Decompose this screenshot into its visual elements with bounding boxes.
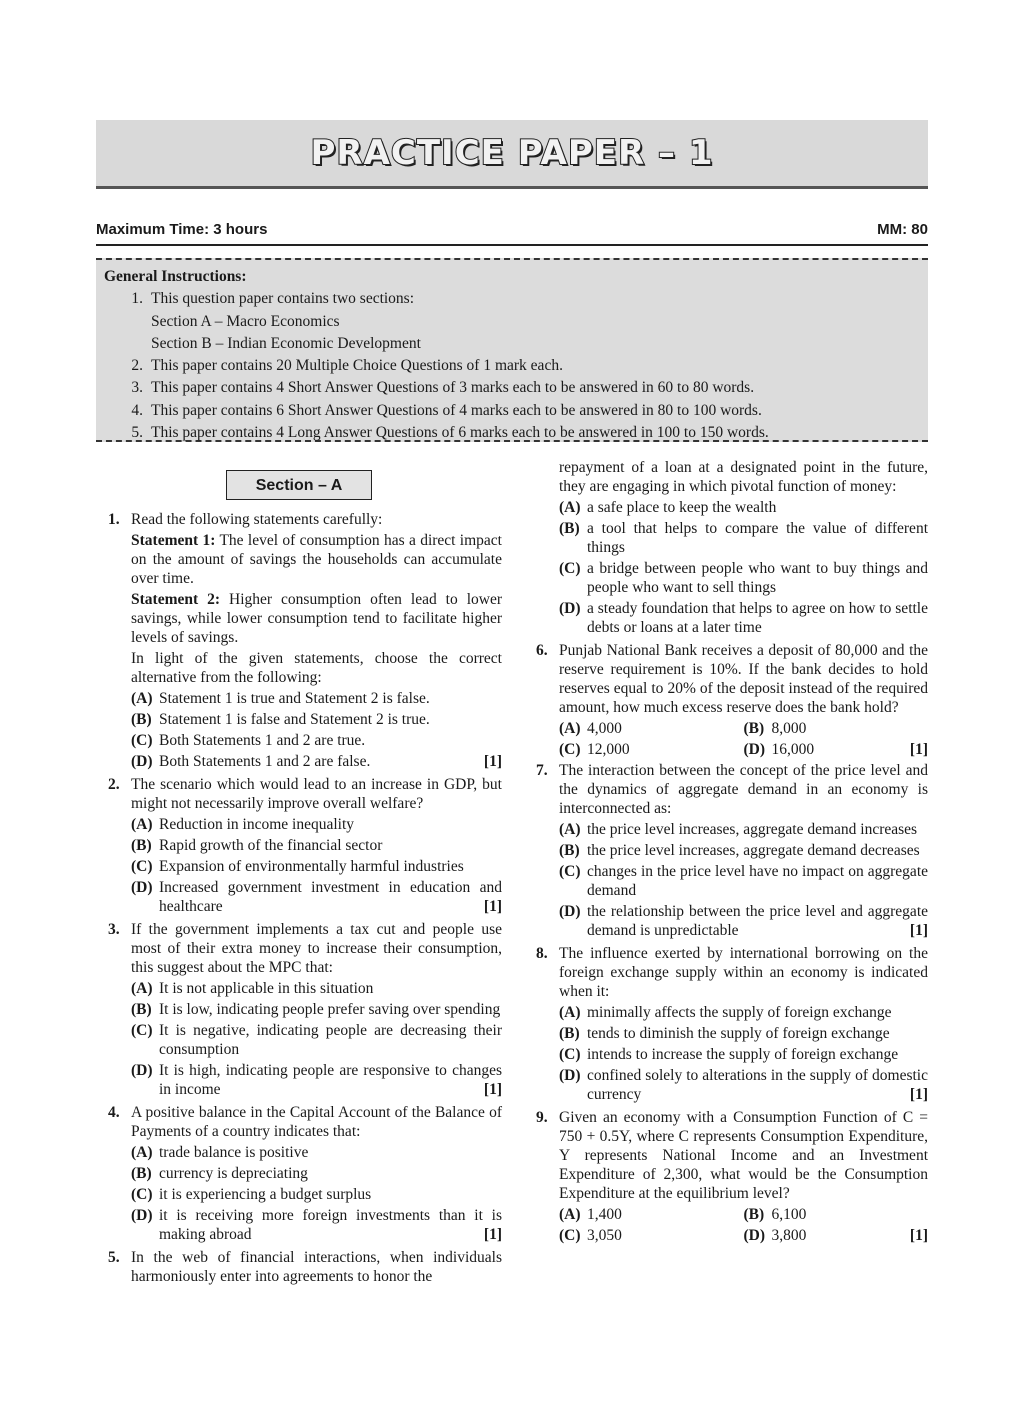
instruction-number: 1.: [131, 290, 143, 308]
instruction-number: 3.: [131, 379, 143, 397]
section-heading: Section – A: [226, 470, 372, 500]
option-letter: (B): [559, 520, 580, 537]
option-letter: (C): [131, 1186, 153, 1203]
question-9: [536, 1108, 928, 1245]
question-7: [536, 761, 928, 942]
question-text: repayment of a loan at a designated point in the future, they are engaging in which pivotal function of money:: [559, 459, 928, 495]
question-number: 3.: [108, 921, 120, 938]
question-8: [536, 944, 928, 1106]
question-text: The scenario which would lead to an increase in GDP, but might not necessarily improve overall welfare?: [131, 776, 502, 812]
option-d: [559, 902, 928, 940]
option-letter: (A): [559, 821, 581, 838]
option-letter: (C): [131, 858, 153, 875]
marks-label: [1]: [909, 741, 928, 758]
option-b: [744, 719, 929, 738]
option-d: [131, 1061, 502, 1099]
option-text: it is experiencing a budget surplus: [159, 1186, 372, 1203]
option-text: 3,050: [587, 1227, 622, 1244]
option-text: it is receiving more foreign investments than it is making abroad: [159, 1207, 502, 1243]
instruction-item: [104, 355, 920, 377]
option-letter: (A): [131, 816, 153, 833]
option-letter: (D): [131, 1207, 153, 1224]
option-text: Expansion of environmentally harmful industries: [159, 858, 464, 875]
option-text: It is low, indicating people prefer saving over spending: [159, 1001, 501, 1018]
instruction-item: [104, 377, 920, 399]
option-a: [131, 979, 502, 998]
option-a: [559, 820, 928, 839]
option-text: Statement 1 is false and Statement 2 is true.: [159, 711, 430, 728]
page-title: PRACTICE PAPER – 1: [310, 133, 714, 173]
question-text: Punjab National Bank receives a deposit of 80,000 and the reserve requirement is 10%. If the bank decides to hold reserves equal to 20% of the deposit instead of the required amount, how much excess reserve does the bank hold?: [559, 642, 928, 716]
marks-label: [1]: [483, 898, 502, 915]
option-letter: (A): [559, 1004, 581, 1021]
instruction-item: [104, 400, 920, 422]
question-text: If the government implements a tax cut and people use most of their extra money to increase their consumption, this suggest about the MPC that:: [131, 921, 502, 976]
option-letter: (B): [131, 837, 152, 854]
title-banner: [96, 120, 928, 189]
option-text: 6,100: [771, 1206, 807, 1223]
option-letter: (D): [131, 1062, 153, 1079]
instruction-text: This paper contains 4 Long Answer Questions of 6 marks each to be answered in 100 to 150 words.: [151, 424, 769, 442]
option-text: 3,800: [771, 1227, 807, 1244]
option-letter: (A): [131, 980, 153, 997]
instruction-subitem: Section B – Indian Economic Development: [151, 334, 421, 352]
question-text: The influence exerted by international borrowing on the foreign exchange supply within an economy is indicated when it:: [559, 945, 928, 1000]
option-c: [131, 857, 502, 876]
option-a: [131, 1143, 502, 1162]
option-letter: (B): [743, 1206, 765, 1223]
question-number: 6.: [536, 642, 548, 659]
question-6: [536, 641, 928, 759]
option-b: [131, 836, 502, 855]
option-text: confined solely to alterations in the supply of domestic currency: [587, 1067, 928, 1103]
option-text: the price level increases, aggregate demand increases: [587, 821, 918, 838]
question-5-continued: [536, 458, 928, 639]
option-c: [559, 1226, 744, 1245]
option-letter: (B): [559, 842, 580, 859]
option-text: It is negative, indicating people are decreasing their consumption: [159, 1022, 502, 1058]
option-text: 1,400: [587, 1206, 622, 1223]
question-text: In the web of financial interactions, when individuals harmoniously enter into agreements to honor the: [131, 1249, 502, 1285]
question-number: 7.: [536, 762, 548, 779]
spacer: [536, 458, 559, 639]
option-letter: (C): [559, 1227, 581, 1244]
question-text: The interaction between the concept of the price level and the dynamics of aggregate demand in an economy is interconnected as:: [559, 762, 928, 817]
option-text: Both Statements 1 and 2 are true.: [159, 732, 366, 749]
option-text: Statement 1 is true and Statement 2 is false.: [159, 690, 430, 707]
max-marks: MM: 80: [877, 221, 928, 238]
question-prompt: In light of the given statements, choose the correct alternative from the following:: [131, 650, 502, 686]
statement-2: [131, 590, 502, 647]
option-letter: (C): [131, 1022, 153, 1039]
statement-label: Statement 2:: [131, 591, 221, 608]
option-text: minimally affects the supply of foreign exchange: [587, 1004, 892, 1021]
option-a: [559, 719, 744, 738]
question-number: 4.: [108, 1104, 120, 1121]
instruction-text: This paper contains 4 Short Answer Questions of 3 marks each to be answered in 60 to 80 words.: [151, 379, 755, 397]
statement-text: Higher consumption often lead to lower savings, while lower consumption tend to facilitate higher levels of savings.: [131, 591, 503, 646]
option-a: [131, 689, 502, 708]
instructions-title: General Instructions:: [104, 268, 247, 285]
option-letter: (A): [559, 1206, 581, 1223]
question-text: Read the following statements carefully:: [131, 511, 383, 528]
option-d: [559, 599, 928, 637]
option-letter: (D): [743, 741, 766, 758]
instruction-subitem: Section A – Macro Economics: [151, 312, 340, 330]
general-instructions: [96, 258, 928, 442]
right-column: [536, 458, 928, 1247]
option-letter: (B): [131, 711, 152, 728]
option-a: [559, 1205, 744, 1224]
option-text: tends to diminish the supply of foreign exchange: [587, 1025, 890, 1042]
option-letter: (D): [743, 1227, 766, 1244]
option-c: [131, 1185, 502, 1204]
option-a: [559, 498, 928, 517]
option-text: 4,000: [587, 720, 622, 737]
marks-label: [1]: [909, 1086, 928, 1103]
option-letter: (B): [131, 1165, 152, 1182]
option-letter: (A): [131, 690, 153, 707]
option-d: [131, 878, 502, 916]
instruction-number: 2.: [131, 357, 143, 375]
instruction-number: 5.: [131, 424, 143, 442]
option-letter: (D): [559, 1067, 581, 1084]
divider: [96, 244, 928, 246]
option-d: [131, 752, 502, 771]
question-5: [108, 1248, 502, 1288]
instruction-number: 4.: [131, 401, 143, 419]
option-text: a steady foundation that helps to agree on how to settle debts or loans at a later time: [587, 600, 928, 636]
instruction-text: This question paper contains two sections:: [151, 290, 415, 308]
option-text: It is high, indicating people are responsive to changes in income: [159, 1062, 502, 1098]
option-a: [559, 1003, 928, 1022]
option-text: It is not applicable in this situation: [159, 980, 374, 997]
option-text: a safe place to keep the wealth: [587, 499, 777, 516]
left-column: [108, 458, 502, 1290]
option-a: [131, 815, 502, 834]
option-text: Rapid growth of the financial sector: [159, 837, 383, 854]
option-letter: (B): [743, 720, 765, 737]
option-text: intends to increase the supply of foreign exchange: [587, 1046, 899, 1063]
option-text: trade balance is positive: [159, 1144, 309, 1161]
option-b: [131, 1000, 502, 1019]
question-4: [108, 1103, 502, 1246]
option-letter: (C): [131, 732, 153, 749]
statement-1: [131, 531, 502, 588]
question-number: 2.: [108, 776, 120, 793]
question-1: [108, 510, 502, 773]
option-letter: (A): [559, 720, 581, 737]
option-c: [559, 862, 928, 900]
option-b: [559, 519, 928, 557]
option-letter: (C): [559, 863, 581, 880]
question-number: 9.: [536, 1109, 548, 1126]
option-d: [744, 1226, 929, 1245]
max-time: Maximum Time: 3 hours: [96, 221, 268, 238]
option-text: 16,000: [771, 741, 815, 758]
option-letter: (D): [559, 600, 581, 617]
option-b: [559, 841, 928, 860]
option-letter: (B): [131, 1001, 152, 1018]
option-text: Both Statements 1 and 2 are false.: [159, 753, 371, 770]
meta-row: [96, 221, 928, 238]
option-b: [559, 1024, 928, 1043]
option-letter: (B): [559, 1025, 580, 1042]
option-letter: (C): [559, 741, 581, 758]
marks-label: [1]: [483, 1081, 502, 1098]
option-d: [744, 740, 929, 759]
option-text: currency is depreciating: [159, 1165, 308, 1182]
question-text: Given an economy with a Consumption Function of C = 750 + 0.5Y, where C represents Consumption Expenditure, Y represents National Income and an Investment Expenditure of 2,300, what would be the Consumption Expenditure at the equilibrium level?: [559, 1109, 928, 1202]
option-letter: (C): [559, 1046, 581, 1063]
instruction-item: [104, 422, 920, 444]
question-number: 1.: [108, 511, 120, 528]
option-c: [559, 740, 744, 759]
marks-label: [1]: [909, 1227, 928, 1244]
option-text: a bridge between people who want to buy things and people who want to sell things: [587, 560, 928, 596]
instruction-item: [104, 288, 920, 310]
option-text: Reduction in income inequality: [159, 816, 354, 833]
option-c: [559, 1045, 928, 1064]
option-b: [131, 1164, 502, 1183]
options-grid: [559, 1205, 928, 1245]
question-3: [108, 920, 502, 1101]
instruction-text: This paper contains 6 Short Answer Questions of 4 marks each to be answered in 80 to 100 words.: [151, 401, 762, 419]
option-d: [559, 1066, 928, 1104]
marks-label: [1]: [483, 753, 502, 770]
question-2: [108, 775, 502, 918]
option-text: Increased government investment in education and healthcare: [159, 879, 502, 915]
statement-label: Statement 1:: [131, 532, 216, 549]
option-text: changes in the price level have no impact on aggregate demand: [587, 863, 928, 899]
option-letter: (C): [559, 560, 581, 577]
option-c: [131, 1021, 502, 1059]
options-grid: [559, 719, 928, 759]
question-number: 8.: [536, 945, 548, 962]
option-letter: (D): [559, 903, 581, 920]
option-letter: (A): [131, 1144, 153, 1161]
option-text: a tool that helps to compare the value of different things: [587, 520, 928, 556]
option-letter: (D): [131, 879, 153, 896]
statement-text: The level of consumption has a direct impact on the amount of savings the households can accumulate over time.: [131, 532, 502, 587]
option-text: the relationship between the price level and aggregate demand is unpredictable: [587, 903, 928, 939]
option-text: the price level increases, aggregate demand decreases: [587, 842, 920, 859]
option-c: [559, 559, 928, 597]
option-d: [131, 1206, 502, 1244]
question-text: A positive balance in the Capital Account of the Balance of Payments of a country indicates that:: [131, 1104, 502, 1140]
marks-label: [1]: [909, 922, 928, 939]
option-b: [744, 1205, 929, 1224]
instruction-text: This paper contains 20 Multiple Choice Questions of 1 mark each.: [151, 357, 563, 375]
option-letter: (A): [559, 499, 581, 516]
option-text: 8,000: [771, 720, 807, 737]
marks-label: [1]: [483, 1226, 502, 1243]
option-letter: (D): [131, 753, 153, 770]
option-b: [131, 710, 502, 729]
question-number: 5.: [108, 1249, 120, 1266]
option-c: [131, 731, 502, 750]
option-text: 12,000: [587, 741, 630, 758]
